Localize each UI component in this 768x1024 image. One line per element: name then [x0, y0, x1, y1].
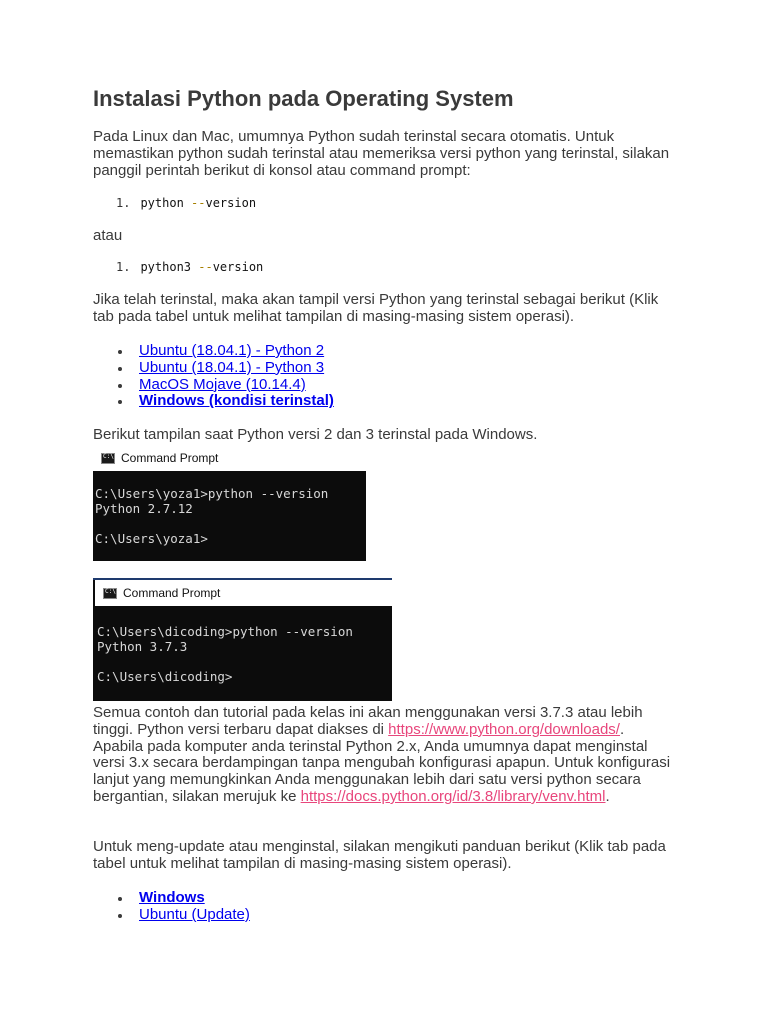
code-command: python3 [140, 260, 199, 274]
command-prompt-title: Command Prompt [123, 586, 221, 600]
command-prompt-icon [103, 588, 117, 599]
python-downloads-link[interactable]: https://www.python.org/downloads/ [388, 720, 620, 738]
tab-update-windows[interactable]: Windows [139, 889, 205, 906]
tab-ubuntu-python2[interactable]: Ubuntu (18.04.1) - Python 2 [139, 342, 325, 359]
tutorial-text: Semua contoh dan tutorial pada kelas ini akan menggunakan versi 3.7.3 atau lebih tinggi. Python versi terbaru dapat diakses di [93, 704, 643, 738]
tutorial-text: . Apabila pada komputer anda terinstal Python 2.x, Anda umumnya dapat menginstal versi 3.x secara berdampingan tanpa mengubah konfigurasi apapun. Untuk konfigurasi lanjut yang memungkinkan Anda menggunakan lebih dari satu versi python secara bergantian, silakan merujuk ke [93, 720, 671, 805]
venv-docs-link[interactable]: https://docs.python.org/id/3.8/library/venv.html [300, 787, 606, 805]
version-paragraph: Jika telah terinstal, maka akan tampil versi Python yang terinstal sebagai berikut (Klik tab pada tabel untuk melihat tampilan di masing-masing sistem operasi). [93, 291, 659, 325]
command-prompt-titlebar [93, 445, 366, 471]
tab-windows-installed[interactable]: Windows (kondisi terinstal) [139, 392, 334, 410]
code-line-number: 1. [116, 196, 131, 210]
page-title: Instalasi Python pada Operating System [93, 86, 514, 111]
command-prompt-screenshot-python2 [93, 445, 366, 561]
tab-ubuntu-python3[interactable]: Ubuntu (18.04.1) - Python 3 [139, 358, 325, 376]
tutorial-paragraph [93, 705, 673, 806]
command-prompt-title: Command Prompt [121, 451, 219, 465]
list-item [139, 377, 334, 394]
command-prompt-output: C:\Users\dicoding>python --version Python 3.7.3 C:\Users\dicoding> [97, 624, 353, 684]
code-operator: -- [198, 260, 213, 274]
command-prompt-output: C:\Users\yoza1>python --version Python 2.7.12 C:\Users\yoza1> [95, 486, 329, 546]
tab-macos-mojave[interactable]: MacOS Mojave (10.14.4) [139, 375, 306, 393]
code-block-python-version [116, 196, 256, 210]
list-item [139, 393, 334, 410]
list-item [139, 907, 250, 924]
tab-update-ubuntu[interactable]: Ubuntu (Update) [139, 905, 250, 923]
code-argument: version [205, 196, 257, 210]
windows-paragraph: Berikut tampilan saat Python versi 2 dan 3 terinstal pada Windows. [93, 426, 538, 443]
os-tab-list [93, 343, 334, 410]
update-tab-list [93, 890, 250, 924]
list-item [139, 360, 334, 377]
update-paragraph: Untuk meng-update atau menginstal, silakan mengikuti panduan berikut (Klik tab pada tabel untuk melihat tampilan di masing-masing sistem operasi). [93, 838, 666, 872]
code-operator: -- [191, 196, 206, 210]
code-command: python [140, 196, 192, 210]
code-block-python3-version [116, 260, 263, 274]
intro-paragraph: Pada Linux dan Mac, umumnya Python sudah terinstal secara otomatis. Untuk memastikan python sudah terinstal atau memeriksa versi python yang terinstal, silakan panggil perintah berikut di konsol atau command prompt: [93, 128, 670, 179]
code-argument: version [212, 260, 264, 274]
command-prompt-titlebar [95, 580, 392, 606]
tutorial-text: . [605, 787, 610, 805]
atau-text: atau [93, 227, 123, 244]
command-prompt-icon [101, 453, 115, 464]
list-item [139, 343, 334, 360]
list-item [139, 890, 250, 907]
command-prompt-screenshot-python3 [93, 578, 392, 701]
code-line-number: 1. [116, 260, 131, 274]
